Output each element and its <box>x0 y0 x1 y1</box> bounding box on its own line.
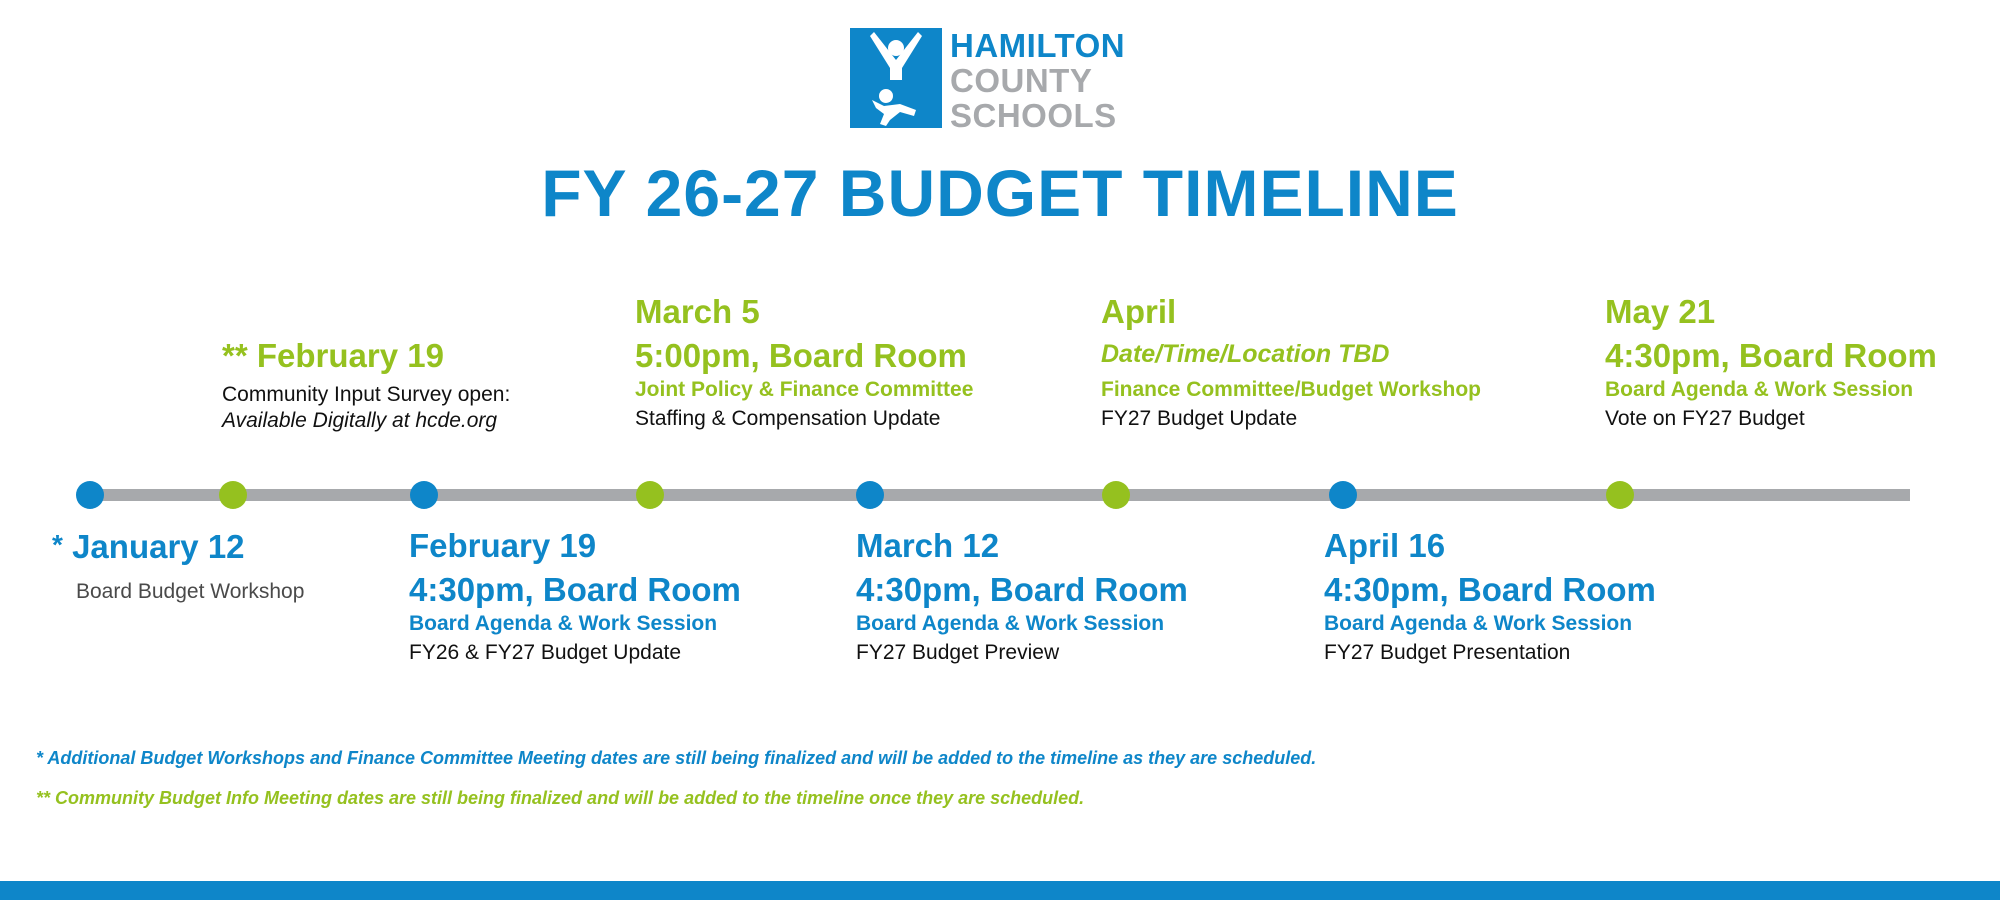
event-date-text: January 12 <box>72 528 245 565</box>
logo-line-2: COUNTY <box>950 62 1093 99</box>
event-jan12 <box>52 525 304 607</box>
logo-line-1: HAMILTON <box>950 27 1126 64</box>
event-desc: Community Input Survey open: <box>222 383 511 406</box>
page-title: FY 26-27 BUDGET TIMELINE <box>541 156 1459 230</box>
event-date: April 16 <box>1324 527 1446 564</box>
event-date-text: February 19 <box>256 337 444 374</box>
event-desc: FY27 Budget Preview <box>856 641 1060 664</box>
hamilton-county-schools-logo <box>850 27 1150 134</box>
event-time: Date/Time/Location TBD <box>1101 340 1390 368</box>
event-date: March 5 <box>635 293 760 330</box>
event-feb19-survey <box>222 336 510 436</box>
event-march5 <box>635 292 973 434</box>
event-march12 <box>856 526 1188 668</box>
event-april16 <box>1324 526 1656 668</box>
event-desc: FY27 Budget Presentation <box>1324 641 1571 664</box>
event-session: Joint Policy & Finance Committee <box>635 378 974 401</box>
event-april <box>1101 292 1481 434</box>
event-may21 <box>1605 292 1937 434</box>
footer-bar <box>0 881 2000 900</box>
timeline-node-8 <box>1606 481 1634 509</box>
event-date <box>52 525 304 567</box>
event-time: 5:00pm, Board Room <box>635 337 967 374</box>
timeline-node-5 <box>856 481 884 509</box>
double-asterisk: ** <box>222 337 248 374</box>
event-desc: FY26 & FY27 Budget Update <box>409 641 682 664</box>
event-date: April <box>1101 293 1177 330</box>
event-date <box>222 336 510 376</box>
event-time: 4:30pm, Board Room <box>1605 337 1937 374</box>
event-feb19-board <box>409 526 741 668</box>
event-session: Board Agenda & Work Session <box>1605 378 1914 401</box>
timeline-node-7 <box>1329 481 1357 509</box>
logo-mark-icon <box>850 28 942 128</box>
timeline-node-4 <box>636 481 664 509</box>
event-session: Board Agenda & Work Session <box>1324 612 1633 635</box>
logo-line-3: SCHOOLS <box>950 97 1117 134</box>
event-time: 4:30pm, Board Room <box>409 571 741 608</box>
event-desc: Vote on FY27 Budget <box>1605 407 1805 430</box>
event-desc: Board Budget Workshop <box>76 580 305 603</box>
timeline-line <box>88 489 1910 501</box>
event-date: May 21 <box>1605 293 1716 330</box>
footnote-community-meetings: ** Community Budget Info Meeting dates are still being finalized and will be added to the timeline once they are scheduled. <box>36 788 1085 808</box>
timeline-node-3 <box>410 481 438 509</box>
event-date: March 12 <box>856 527 1000 564</box>
timeline-node-2 <box>219 481 247 509</box>
logo-text <box>950 28 1125 133</box>
footnote-budget-workshops: * Additional Budget Workshops and Finance Committee Meeting dates are still being finalized and will be added to the timeline as they are scheduled. <box>36 748 1317 768</box>
event-time: 4:30pm, Board Room <box>1324 571 1656 608</box>
event-session: Finance Committee/Budget Workshop <box>1101 378 1481 401</box>
timeline-node-1 <box>76 481 104 509</box>
event-desc: FY27 Budget Update <box>1101 407 1298 430</box>
event-session: Board Agenda & Work Session <box>856 612 1165 635</box>
asterisk: * <box>52 529 63 560</box>
event-desc-link: Available Digitally at hcde.org <box>222 409 498 432</box>
timeline-node-6 <box>1102 481 1130 509</box>
event-date: February 19 <box>409 527 597 564</box>
event-time: 4:30pm, Board Room <box>856 571 1188 608</box>
event-session: Board Agenda & Work Session <box>409 612 718 635</box>
event-desc: Staffing & Compensation Update <box>635 407 941 430</box>
